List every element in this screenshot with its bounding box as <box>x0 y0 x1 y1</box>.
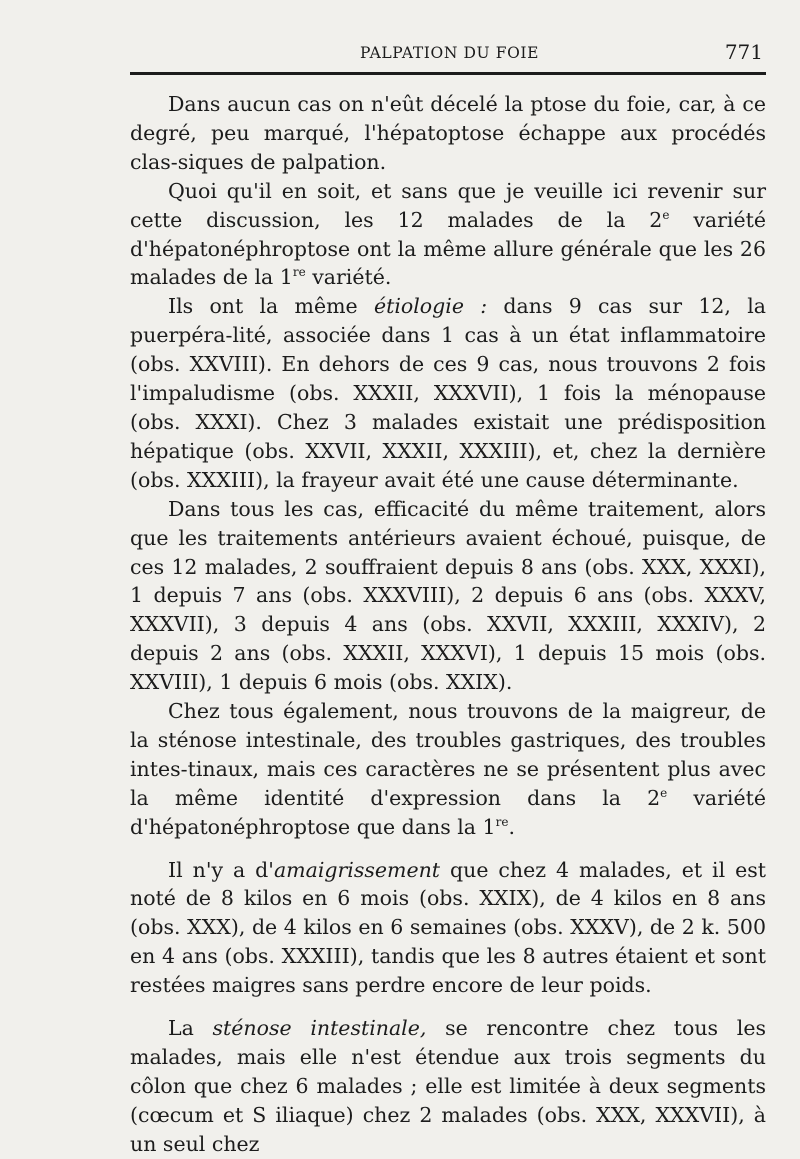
paragraph-5: Chez tous également, nous trouvons de la maigreur, de la sténose intestinale, des troubles gastriques, des troubles intes-tinaux, mais ces caractères ne se présentent plus avec la même identité d'expression dans la 2e variété d'hépatonéphroptose que dans la 1re. <box>130 699 766 839</box>
paragraph-4: Dans tous les cas, efficacité du même traitement, alors que les traitements antérieurs avaient échoué, puisque, de ces 12 malades, 2 souffraient depuis 8 ans (obs. XXX, XXXI), 1 depuis 7 ans (obs. XXXVIII), 2 depuis 6 ans (obs. XXXV, XXXVII), 3 depuis 4 ans (obs. XXVII, XXXIII, XXXIV), 2 depuis 2 ans (obs. XXXII, XXXVI), 1 depuis 15 mois (obs. XXVIII), 1 depuis 6 mois (obs. XXIX). <box>130 496 766 695</box>
paragraph-6: Il n'y a d'amaigrissement que chez 4 malades, et il est noté de 8 kilos en 6 mois (obs. XXIX), de 4 kilos en 8 ans (obs. XXX), de 4 kilos en 6 semaines (obs. XXXV), de 2 k. 500 en 4 ans (obs. XXXIII), tandis que les 8 autres étaient et sont restées maigres sans perdre encore de leur poids. <box>130 857 766 998</box>
page-header <box>130 36 766 72</box>
paragraph-2: Quoi qu'il en soit, et sans que je veuille ici revenir sur cette discussion, les 12 malades de la 2e variété d'hépatonéphroptose ont la même allure générale que les 26 malades de la 1re variété. <box>130 178 766 290</box>
body-text <box>130 90 766 1159</box>
paragraph-7: La sténose intestinale, se rencontre chez tous les malades, mais elle n'est étendue aux trois segments du côlon que chez 6 malades ; elle est limitée à deux segments (cœcum et S iliaque) chez 2 malades (obs. XXX, XXXVII), à un seul chez <box>130 1016 766 1156</box>
page-number: 771 <box>724 40 763 64</box>
header-rule <box>130 72 766 75</box>
paragraph-3: Ils ont la même étiologie : dans 9 cas sur 12, la puerpéra-lité, associée dans 1 cas à un état inflammatoire (obs. XXVIII). En dehors de ces 9 cas, nous trouvons 2 fois l'impaludisme (obs. XXXII, XXXVII), 1 fois la ménopause (obs. XXXI). Chez 3 malades existait une prédisposition hépatique (obs. XXVII, XXXII, XXXIII), et, chez la dernière (obs. XXXIII), la frayeur avait été une cause déterminante. <box>130 294 766 492</box>
paragraph-1: Dans aucun cas on n'eût décelé la ptose du foie, car, à ce degré, peu marqué, l'hépatoptose échappe aux procédés clas-siques de palpation. <box>130 92 766 174</box>
running-title: PALPATION DU FOIE <box>360 44 540 62</box>
